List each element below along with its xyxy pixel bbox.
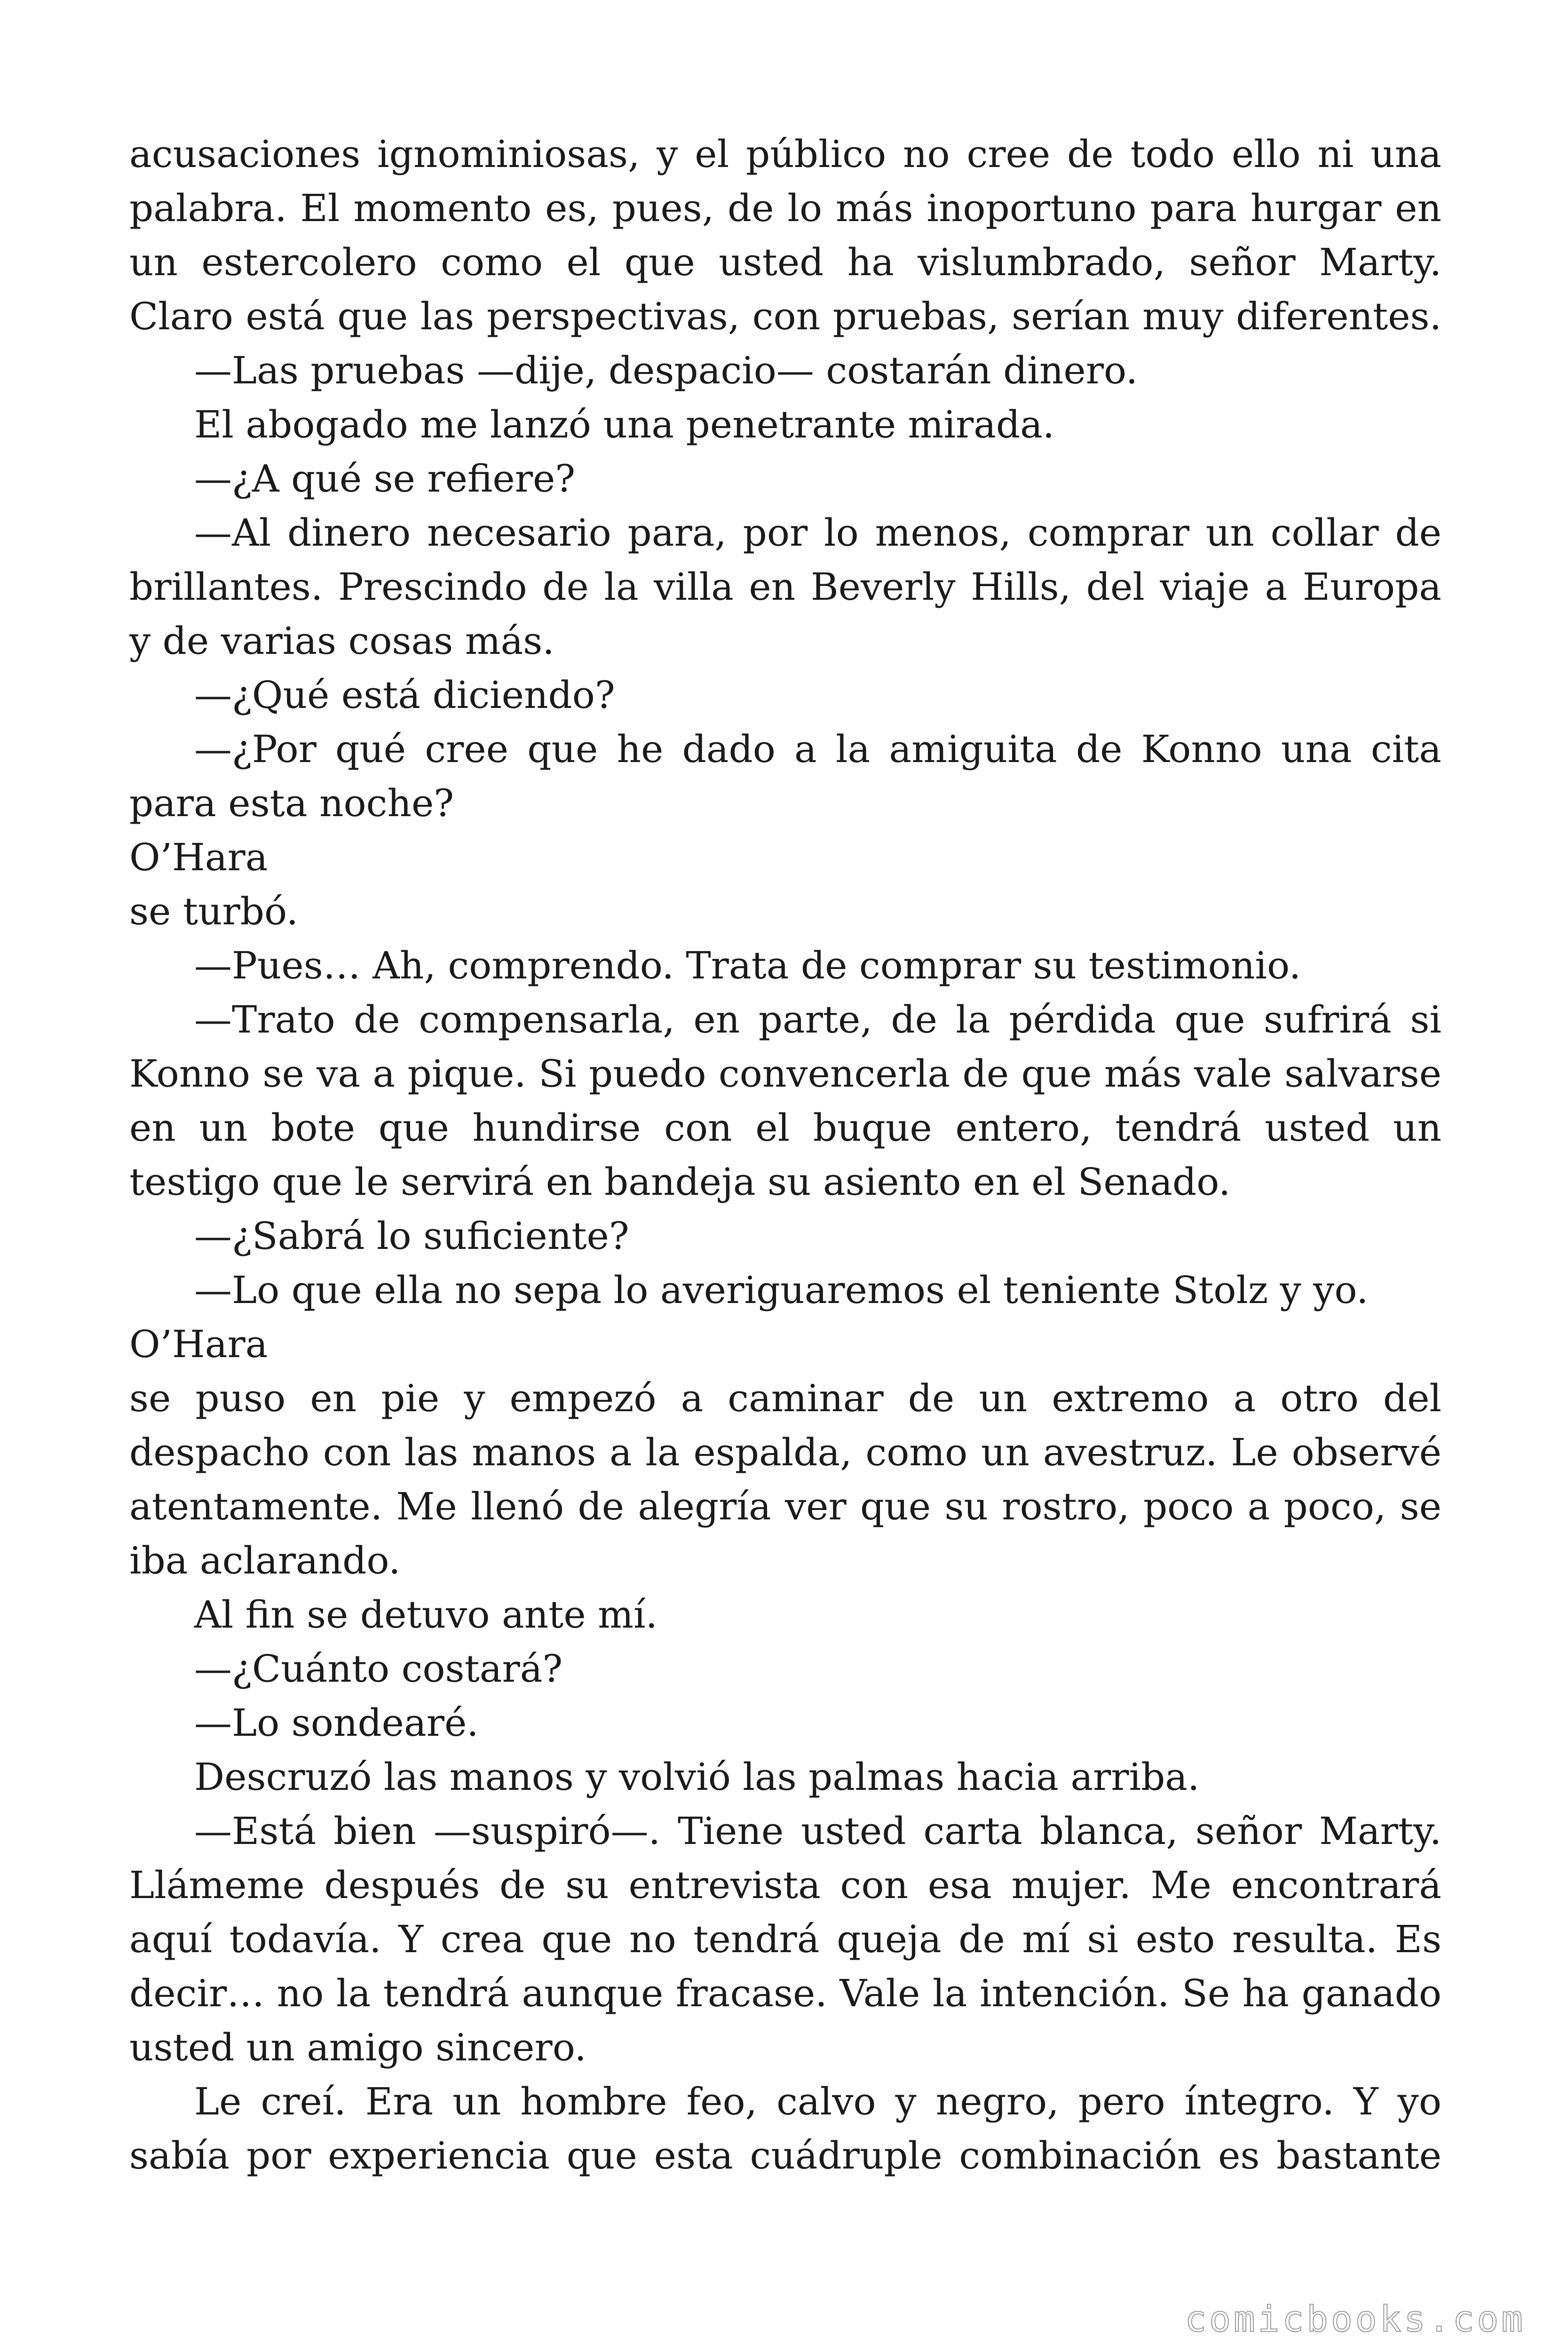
text-line: El abogado me lanzó una penetrante mirada. xyxy=(194,403,1055,446)
page-text xyxy=(129,127,1441,2183)
text-line: —¿Por qué cree que he dado a la amiguita de Konno una cita xyxy=(194,727,1441,771)
text-line: O’Hara xyxy=(129,1322,268,1366)
text-line: O’Hara xyxy=(129,835,268,879)
text-line: Konno se va a pique. Si puedo convencerla de que más vale salvarse xyxy=(129,1052,1441,1096)
text-line: Llámeme después de su entrevista con esa mujer. Me encontrará xyxy=(129,1863,1441,1907)
text-line: en un bote que hundirse con el buque entero, tendrá usted un xyxy=(129,1106,1441,1150)
text-line: atentamente. Me llenó de alegría ver que su rostro, poco a poco, se xyxy=(129,1485,1441,1528)
text-line: —Trato de compensarla, en parte, de la pérdida que sufrirá si xyxy=(194,998,1441,1041)
text-line: iba aclarando. xyxy=(129,1539,401,1582)
text-line: —Al dinero necesario para, por lo menos, comprar un collar de xyxy=(194,511,1441,555)
text-line: —¿Qué está diciendo? xyxy=(194,673,615,717)
watermark: comicbooks.com xyxy=(1185,2298,1526,2340)
text-line: brillantes. Prescindo de la villa en Beverly Hills, del viaje a Europa xyxy=(129,565,1441,609)
text-line: usted un amigo sincero. xyxy=(129,2026,586,2069)
text-line: despacho con las manos a la espalda, como un avestruz. Le observé xyxy=(129,1430,1441,1474)
text-line: —Está bien —suspiró—. Tiene usted carta blanca, señor Marty. xyxy=(194,1809,1441,1853)
text-line: —Pues… Ah, comprendo. Trata de comprar su testimonio. xyxy=(194,944,1301,987)
text-line: se turbó. xyxy=(129,890,299,933)
text-line: Claro está que las perspectivas, con pruebas, serían muy diferentes. xyxy=(129,294,1441,338)
text-line: —¿Sabrá lo suficiente? xyxy=(194,1214,629,1258)
text-line: palabra. El momento es, pues, de lo más inoportuno para hurgar en xyxy=(129,186,1441,230)
text-line: testigo que le servirá en bandeja su asiento en el Senado. xyxy=(129,1160,1231,1204)
text-line: se puso en pie y empezó a caminar de un extremo a otro del xyxy=(129,1376,1441,1420)
text-line: Le creí. Era un hombre feo, calvo y negro, pero íntegro. Y yo xyxy=(194,2080,1441,2123)
text-line: —Lo que ella no sepa lo averiguaremos el teniente Stolz y yo. xyxy=(194,1268,1369,1312)
text-line: aquí todavía. Y crea que no tendrá queja de mí si esto resulta. Es xyxy=(129,1917,1441,1961)
text-line: decir… no la tendrá aunque fracase. Vale la intención. Se ha ganado xyxy=(129,1971,1441,2015)
text-line: Al fin se detuvo ante mí. xyxy=(194,1593,657,1637)
text-line: un estercolero como el que usted ha vislumbrado, señor Marty. xyxy=(129,240,1441,284)
text-line: Descruzó las manos y volvió las palmas hacia arriba. xyxy=(194,1755,1200,1799)
text-line: acusaciones ignominiosas, y el público no cree de todo ello ni una xyxy=(129,132,1441,176)
text-line: —¿Cuánto costará? xyxy=(194,1647,563,1691)
text-line: y de varias cosas más. xyxy=(129,619,554,663)
text-line: sabía por experiencia que esta cuádruple combinación es bastante xyxy=(129,2134,1441,2177)
text-line: —Las pruebas —dije, despacio— costarán dinero. xyxy=(194,349,1138,392)
text-line: —Lo sondearé. xyxy=(194,1701,479,1745)
text-line: para esta noche? xyxy=(129,781,454,825)
text-line: —¿A qué se refiere? xyxy=(194,457,576,501)
